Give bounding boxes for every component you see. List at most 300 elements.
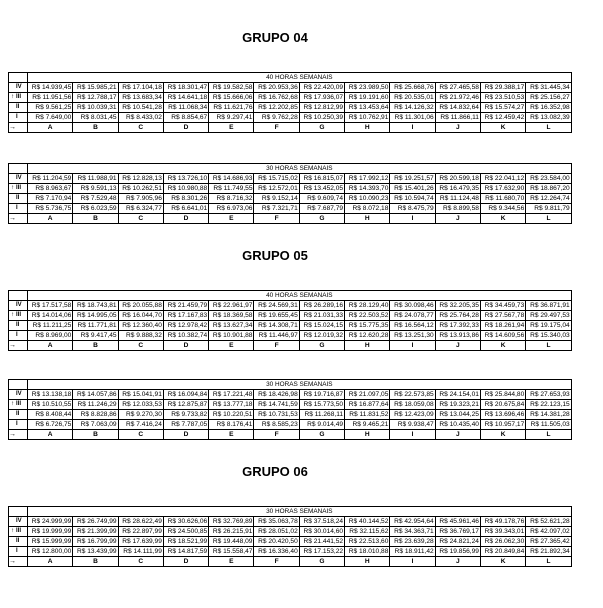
salary-cell: R$ 11.446,97 [254, 331, 299, 341]
salary-cell: R$ 15.401,26 [390, 184, 435, 194]
salary-cell: R$ 15.574,27 [480, 103, 525, 113]
salary-cell: R$ 14.057,86 [73, 390, 118, 400]
salary-cell: R$ 7.649,00 [28, 113, 73, 123]
column-letter: B [73, 430, 118, 440]
column-letter: D [163, 123, 208, 133]
salary-cell: R$ 16.094,84 [163, 390, 208, 400]
salary-cell: R$ 34.459,73 [480, 301, 525, 311]
salary-cell: R$ 21.399,99 [73, 527, 118, 537]
salary-cell: R$ 36.871,91 [526, 301, 571, 311]
column-letter: K [480, 557, 525, 567]
salary-cell: R$ 15.340,03 [526, 331, 571, 341]
table-row [9, 331, 572, 341]
salary-cell: R$ 22.573,85 [390, 390, 435, 400]
salary-cell: R$ 10.957,17 [480, 420, 525, 430]
table-row [9, 517, 572, 527]
hours-header: 40 HORAS SEMANAIS [28, 291, 572, 301]
column-letter: L [526, 214, 571, 224]
level-label: III [16, 94, 22, 100]
arrow-up-icon: ↑ [11, 94, 14, 100]
salary-cell: R$ 18.743,81 [73, 301, 118, 311]
hours-header: 30 HORAS SEMANAIS [28, 164, 572, 174]
salary-cell: R$ 17.153,22 [299, 547, 344, 557]
table-header-row [9, 507, 572, 517]
column-letters-row [9, 430, 572, 440]
table-row [9, 420, 572, 430]
salary-cell: R$ 11.211,25 [28, 321, 73, 331]
salary-cell: R$ 26.749,99 [73, 517, 118, 527]
level-cell [9, 420, 28, 430]
column-letter: G [299, 341, 344, 351]
level-label: IV [16, 84, 22, 90]
arrow-up-icon: ↑ [11, 312, 14, 318]
salary-cell: R$ 8.585,23 [254, 420, 299, 430]
column-letter: E [209, 430, 254, 440]
column-letter: F [254, 430, 299, 440]
column-letter: G [299, 123, 344, 133]
salary-cell: R$ 32.205,35 [435, 301, 480, 311]
arrow-right-icon: → [9, 430, 28, 440]
level-cell [9, 517, 28, 527]
level-cell [9, 390, 28, 400]
column-letter: C [118, 341, 163, 351]
salary-cell: R$ 45.961,46 [435, 517, 480, 527]
column-letter: E [209, 557, 254, 567]
salary-cell: R$ 12.459,42 [480, 113, 525, 123]
salary-cell: R$ 14.609,56 [480, 331, 525, 341]
salary-cell: R$ 12.572,01 [254, 184, 299, 194]
salary-cell: R$ 21.892,34 [526, 547, 571, 557]
level-cell [9, 537, 28, 547]
salary-table [8, 506, 572, 567]
salary-cell: R$ 49.178,76 [480, 517, 525, 527]
column-letter: L [526, 430, 571, 440]
table-row [9, 400, 572, 410]
hours-header: 40 HORAS SEMANAIS [28, 73, 572, 83]
salary-cell: R$ 16.799,99 [73, 537, 118, 547]
salary-cell: R$ 15.775,35 [345, 321, 390, 331]
salary-cell: R$ 10.382,74 [163, 331, 208, 341]
salary-cell: R$ 32.115,62 [345, 527, 390, 537]
salary-cell: R$ 42.954,64 [390, 517, 435, 527]
salary-cell: R$ 6.641,01 [163, 204, 208, 214]
salary-cell: R$ 8.176,41 [209, 420, 254, 430]
salary-cell: R$ 17.517,58 [28, 301, 73, 311]
level-cell [9, 547, 28, 557]
salary-cell: R$ 19.448,09 [209, 537, 254, 547]
column-letter: D [163, 430, 208, 440]
salary-cell: R$ 8.716,32 [209, 194, 254, 204]
salary-cell: R$ 22.503,52 [345, 311, 390, 321]
header-blank-cell [9, 73, 28, 83]
group-title: GRUPO 05 [242, 248, 308, 263]
table-row [9, 184, 572, 194]
salary-cell: R$ 17.392,33 [435, 321, 480, 331]
salary-cell: R$ 13.044,25 [435, 410, 480, 420]
level-cell [9, 321, 28, 331]
salary-cell: R$ 20.599,18 [435, 174, 480, 184]
level-label: I [16, 114, 18, 120]
column-letters-row [9, 341, 572, 351]
table-row [9, 311, 572, 321]
salary-cell: R$ 16.815,07 [299, 174, 344, 184]
salary-cell: R$ 30.014,60 [299, 527, 344, 537]
salary-cell: R$ 13.627,34 [209, 321, 254, 331]
salary-cell: R$ 21.459,79 [163, 301, 208, 311]
salary-cell: R$ 36.769,17 [435, 527, 480, 537]
salary-cell: R$ 19.856,99 [435, 547, 480, 557]
salary-cell: R$ 52.621,28 [526, 517, 571, 527]
level-label: IV [16, 302, 22, 308]
column-letter: A [28, 557, 73, 567]
column-letter: H [345, 557, 390, 567]
level-cell [9, 410, 28, 420]
salary-cell: R$ 14.111,99 [118, 547, 163, 557]
salary-cell: R$ 24.154,01 [435, 390, 480, 400]
salary-cell: R$ 14.939,45 [28, 83, 73, 93]
column-letter: J [435, 123, 480, 133]
salary-cell: R$ 6.973,06 [209, 204, 254, 214]
salary-cell: R$ 27.365,42 [526, 537, 571, 547]
level-label: III [16, 401, 22, 407]
salary-cell: R$ 8.408,44 [28, 410, 73, 420]
level-cell [9, 400, 28, 410]
salary-cell: R$ 10.262,51 [118, 184, 163, 194]
column-letter: A [28, 214, 73, 224]
salary-cell: R$ 20.535,01 [390, 93, 435, 103]
salary-cell: R$ 26.215,91 [209, 527, 254, 537]
salary-cell: R$ 6.324,77 [118, 204, 163, 214]
level-cell [9, 93, 28, 103]
salary-cell: R$ 19.716,87 [299, 390, 344, 400]
salary-cell: R$ 14.832,64 [435, 103, 480, 113]
salary-cell: R$ 12.202,85 [254, 103, 299, 113]
salary-cell: R$ 18.867,20 [526, 184, 571, 194]
salary-cell: R$ 30.626,06 [163, 517, 208, 527]
salary-cell: R$ 28.051,02 [254, 527, 299, 537]
column-letters-row [9, 123, 572, 133]
salary-cell: R$ 11.831,52 [345, 410, 390, 420]
level-cell [9, 184, 28, 194]
salary-cell: R$ 15.999,99 [28, 537, 73, 547]
salary-cell: R$ 9.152,14 [254, 194, 299, 204]
column-letter: L [526, 557, 571, 567]
salary-cell: R$ 10.541,28 [118, 103, 163, 113]
salary-cell: R$ 14.741,59 [254, 400, 299, 410]
salary-cell: R$ 16.564,12 [390, 321, 435, 331]
column-letter: F [254, 214, 299, 224]
salary-cell: R$ 30.098,46 [390, 301, 435, 311]
salary-cell: R$ 26.062,30 [480, 537, 525, 547]
level-label: IV [16, 391, 22, 397]
level-cell [9, 301, 28, 311]
column-letter: I [390, 214, 435, 224]
column-letter: E [209, 214, 254, 224]
salary-cell: R$ 32.769,89 [209, 517, 254, 527]
salary-table [8, 379, 572, 440]
salary-cell: R$ 12.812,99 [299, 103, 344, 113]
salary-cell: R$ 25.844,80 [480, 390, 525, 400]
salary-cell: R$ 7.321,71 [254, 204, 299, 214]
salary-cell: R$ 20.420,50 [254, 537, 299, 547]
level-label: IV [16, 518, 22, 524]
table-row [9, 93, 572, 103]
salary-cell: R$ 13.453,64 [345, 103, 390, 113]
salary-cell: R$ 11.246,29 [73, 400, 118, 410]
level-label: II [16, 411, 20, 417]
arrow-up-icon: ↑ [11, 528, 14, 534]
salary-cell: R$ 23.639,28 [390, 537, 435, 547]
salary-cell: R$ 17.936,07 [299, 93, 344, 103]
column-letter: H [345, 341, 390, 351]
header-blank-cell [9, 507, 28, 517]
column-letter: D [163, 341, 208, 351]
salary-cell: R$ 17.992,12 [345, 174, 390, 184]
salary-cell: R$ 10.510,55 [28, 400, 73, 410]
level-cell [9, 83, 28, 93]
salary-cell: R$ 22.123,15 [526, 400, 571, 410]
salary-cell: R$ 13.138,18 [28, 390, 73, 400]
salary-cell: R$ 19.999,99 [28, 527, 73, 537]
column-letter: D [163, 214, 208, 224]
table-row [9, 547, 572, 557]
arrow-up-icon: ↑ [11, 185, 14, 191]
salary-cell: R$ 12.828,13 [118, 174, 163, 184]
group-title: GRUPO 04 [242, 30, 308, 45]
salary-cell: R$ 21.031,33 [299, 311, 344, 321]
salary-cell: R$ 19.323,21 [435, 400, 480, 410]
salary-cell: R$ 11.621,76 [209, 103, 254, 113]
salary-cell: R$ 6.023,59 [73, 204, 118, 214]
salary-cell: R$ 13.913,86 [435, 331, 480, 341]
salary-cell: R$ 15.773,50 [299, 400, 344, 410]
salary-cell: R$ 29.497,53 [526, 311, 571, 321]
salary-cell: R$ 17.632,90 [480, 184, 525, 194]
salary-cell: R$ 7.170,94 [28, 194, 73, 204]
salary-cell: R$ 22.513,60 [345, 537, 390, 547]
table-row [9, 83, 572, 93]
salary-cell: R$ 12.800,00 [28, 547, 73, 557]
column-letters-row [9, 214, 572, 224]
level-cell [9, 311, 28, 321]
table-row [9, 410, 572, 420]
column-letter: L [526, 341, 571, 351]
salary-cell: R$ 17.639,99 [118, 537, 163, 547]
salary-cell: R$ 8.969,00 [28, 331, 73, 341]
salary-cell: R$ 40.144,52 [345, 517, 390, 527]
salary-cell: R$ 14.126,32 [390, 103, 435, 113]
salary-cell: R$ 10.731,53 [254, 410, 299, 420]
level-label: I [16, 421, 18, 427]
column-letter: C [118, 430, 163, 440]
salary-cell: R$ 9.297,41 [209, 113, 254, 123]
salary-cell: R$ 5.736,75 [28, 204, 73, 214]
column-letter: F [254, 557, 299, 567]
table-header-row [9, 291, 572, 301]
salary-cell: R$ 10.250,39 [299, 113, 344, 123]
salary-cell: R$ 12.620,28 [345, 331, 390, 341]
column-letter: K [480, 341, 525, 351]
table-row [9, 204, 572, 214]
salary-cell: R$ 10.039,31 [73, 103, 118, 113]
salary-cell: R$ 18.426,98 [254, 390, 299, 400]
salary-cell: R$ 27.567,78 [480, 311, 525, 321]
level-label: II [16, 322, 20, 328]
column-letter: C [118, 214, 163, 224]
column-letter: B [73, 341, 118, 351]
column-letter: C [118, 557, 163, 567]
column-letter: G [299, 214, 344, 224]
arrow-right-icon: → [9, 123, 28, 133]
salary-cell: R$ 22.961,97 [209, 301, 254, 311]
column-letter: A [28, 430, 73, 440]
column-letter: C [118, 123, 163, 133]
table-row [9, 527, 572, 537]
salary-cell: R$ 23.510,53 [480, 93, 525, 103]
salary-cell: R$ 16.044,70 [118, 311, 163, 321]
level-label: III [16, 528, 22, 534]
salary-cell: R$ 19.191,60 [345, 93, 390, 103]
salary-cell: R$ 16.479,35 [435, 184, 480, 194]
salary-cell: R$ 9.762,28 [254, 113, 299, 123]
salary-cell: R$ 17.221,48 [209, 390, 254, 400]
salary-cell: R$ 18.261,94 [480, 321, 525, 331]
salary-cell: R$ 14.817,59 [163, 547, 208, 557]
salary-cell: R$ 14.995,05 [73, 311, 118, 321]
salary-cell: R$ 10.762,91 [345, 113, 390, 123]
salary-cell: R$ 15.041,91 [118, 390, 163, 400]
salary-table [8, 290, 572, 351]
salary-cell: R$ 13.439,99 [73, 547, 118, 557]
salary-cell: R$ 20.055,88 [118, 301, 163, 311]
level-label: II [16, 538, 20, 544]
arrow-right-icon: → [9, 341, 28, 351]
salary-cell: R$ 11.301,06 [390, 113, 435, 123]
salary-cell: R$ 21.441,52 [299, 537, 344, 547]
salary-cell: R$ 18.521,99 [163, 537, 208, 547]
salary-cell: R$ 15.558,47 [209, 547, 254, 557]
column-letter: B [73, 557, 118, 567]
column-letters-row [9, 557, 572, 567]
salary-cell: R$ 20.675,84 [480, 400, 525, 410]
salary-cell: R$ 28.129,40 [345, 301, 390, 311]
column-letter: I [390, 341, 435, 351]
salary-cell: R$ 10.901,88 [209, 331, 254, 341]
column-letter: K [480, 430, 525, 440]
salary-cell: R$ 28.622,49 [118, 517, 163, 527]
column-letter: J [435, 214, 480, 224]
table-row [9, 113, 572, 123]
salary-cell: R$ 11.951,56 [28, 93, 73, 103]
column-letter: K [480, 214, 525, 224]
salary-cell: R$ 25.668,76 [390, 83, 435, 93]
salary-cell: R$ 15.666,06 [209, 93, 254, 103]
salary-cell: R$ 9.811,79 [526, 204, 571, 214]
salary-cell: R$ 16.336,40 [254, 547, 299, 557]
salary-cell: R$ 25.156,27 [526, 93, 571, 103]
column-letter: E [209, 123, 254, 133]
salary-cell: R$ 8.031,45 [73, 113, 118, 123]
salary-cell: R$ 18.911,42 [390, 547, 435, 557]
salary-cell: R$ 9.417,45 [73, 331, 118, 341]
salary-cell: R$ 15.985,21 [73, 83, 118, 93]
salary-cell: R$ 12.264,74 [526, 194, 571, 204]
table-row [9, 301, 572, 311]
level-label: III [16, 185, 22, 191]
table-header-row [9, 164, 572, 174]
salary-cell: R$ 7.687,79 [299, 204, 344, 214]
level-cell [9, 204, 28, 214]
salary-cell: R$ 7.416,24 [118, 420, 163, 430]
header-blank-cell [9, 291, 28, 301]
salary-cell: R$ 16.352,98 [526, 103, 571, 113]
column-letter: H [345, 214, 390, 224]
salary-cell: R$ 21.097,05 [345, 390, 390, 400]
level-label: II [16, 195, 20, 201]
salary-cell: R$ 13.726,10 [163, 174, 208, 184]
salary-cell: R$ 14.393,70 [345, 184, 390, 194]
salary-cell: R$ 23.989,50 [345, 83, 390, 93]
salary-cell: R$ 9.591,13 [73, 184, 118, 194]
arrow-up-icon: ↑ [11, 401, 14, 407]
salary-cell: R$ 24.821,24 [435, 537, 480, 547]
arrow-right-icon: → [9, 214, 28, 224]
salary-cell: R$ 13.251,30 [390, 331, 435, 341]
salary-cell: R$ 13.777,18 [209, 400, 254, 410]
salary-cell: R$ 8.899,58 [435, 204, 480, 214]
column-letter: A [28, 123, 73, 133]
salary-cell: R$ 12.033,53 [118, 400, 163, 410]
salary-cell: R$ 11.866,11 [435, 113, 480, 123]
salary-cell: R$ 11.749,55 [209, 184, 254, 194]
salary-cell: R$ 11.505,03 [526, 420, 571, 430]
header-blank-cell [9, 380, 28, 390]
salary-cell: R$ 14.381,28 [526, 410, 571, 420]
salary-cell: R$ 8.433,02 [118, 113, 163, 123]
salary-table [8, 72, 572, 133]
salary-cell: R$ 34.363,71 [390, 527, 435, 537]
salary-cell: R$ 10.220,51 [209, 410, 254, 420]
salary-cell: R$ 9.733,82 [163, 410, 208, 420]
salary-cell: R$ 13.082,39 [526, 113, 571, 123]
salary-cell: R$ 19.251,57 [390, 174, 435, 184]
salary-cell: R$ 27.653,93 [526, 390, 571, 400]
salary-cell: R$ 14.014,06 [28, 311, 73, 321]
salary-cell: R$ 37.518,24 [299, 517, 344, 527]
salary-cell: R$ 16.877,64 [345, 400, 390, 410]
salary-cell: R$ 31.445,34 [526, 83, 571, 93]
salary-cell: R$ 8.854,67 [163, 113, 208, 123]
salary-cell: R$ 39.343,01 [480, 527, 525, 537]
salary-cell: R$ 14.641,18 [163, 93, 208, 103]
salary-cell: R$ 11.771,81 [73, 321, 118, 331]
table-row [9, 194, 572, 204]
salary-cell: R$ 12.423,09 [390, 410, 435, 420]
salary-cell: R$ 22.420,09 [299, 83, 344, 93]
level-cell [9, 331, 28, 341]
salary-cell: R$ 9.609,74 [299, 194, 344, 204]
level-label: I [16, 548, 18, 554]
salary-cell: R$ 15.715,02 [254, 174, 299, 184]
salary-cell: R$ 9.888,32 [118, 331, 163, 341]
column-letter: I [390, 123, 435, 133]
salary-cell: R$ 35.063,78 [254, 517, 299, 527]
column-letter: K [480, 123, 525, 133]
salary-cell: R$ 9.561,25 [28, 103, 73, 113]
salary-cell: R$ 18.301,47 [163, 83, 208, 93]
salary-cell: R$ 24.569,31 [254, 301, 299, 311]
column-letter: J [435, 341, 480, 351]
